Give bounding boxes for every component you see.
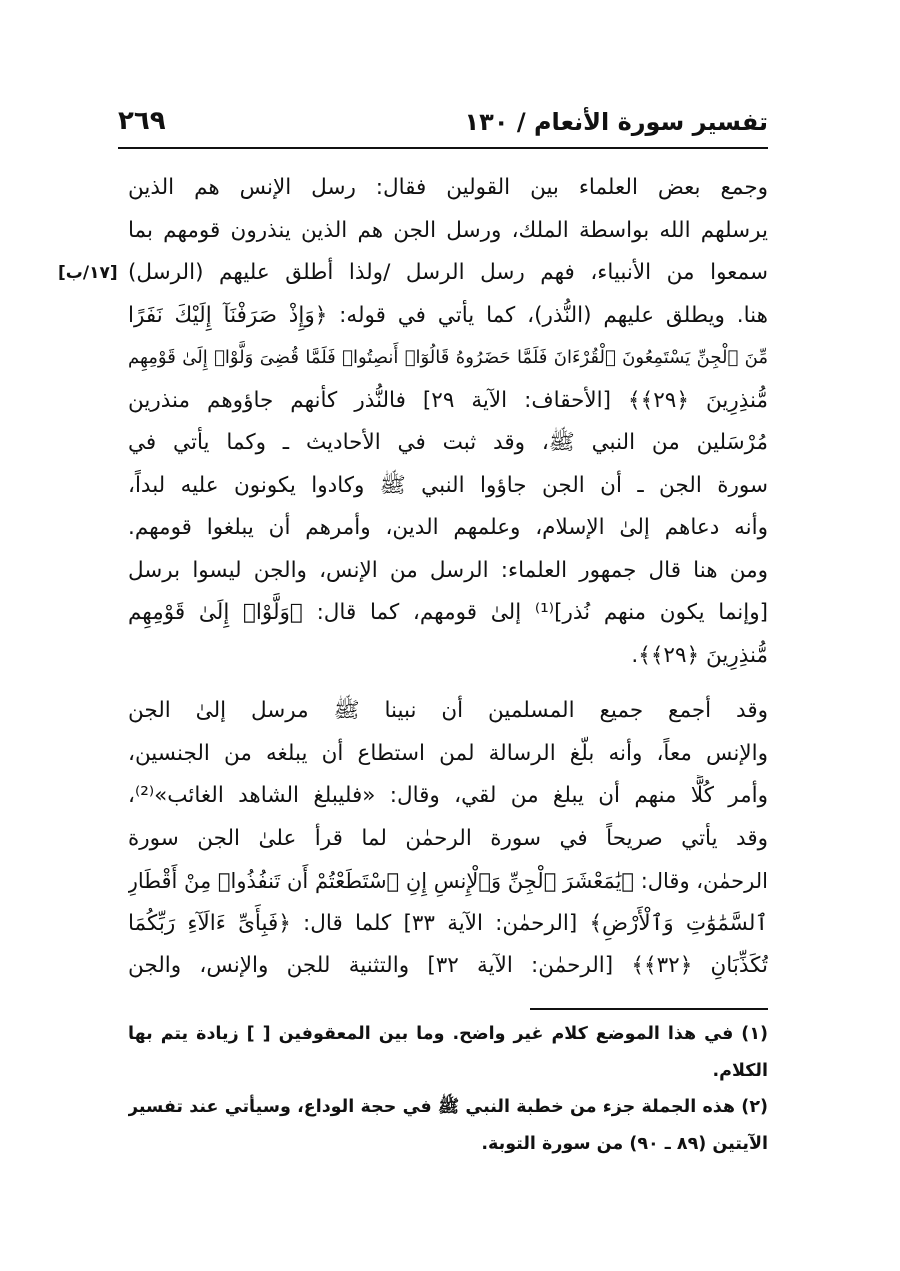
- footnote-2-line: (٢) هذه الجملة جزء من خطبة النبي ﷺ في حجة الوداع، وسيأتي عند تفسير: [128, 1097, 768, 1117]
- paragraph-1: [128, 167, 768, 677]
- text-line: يرسلهم الله بواسطة الملك، ورسل الجن هم الذين ينذرون قومهم بما: [128, 217, 768, 243]
- text-line: وأنه دعاهم إلىٰ الإسلام، وعلمهم الدين، وأمرهم أن يبلغوا قومهم.: [128, 515, 768, 540]
- text-line: مِّنَ ٱلْجِنِّ يَسْتَمِعُونَ ٱلْقُرْءَانَ فَلَمَّا حَضَرُوهُ قَالُوٓا۟ أَنصِتُوا۟ فَلَمَّا قُضِىَ وَلَّوْا۟ إِلَىٰ قَوْمِهِم: [128, 347, 768, 368]
- text-line: وأمر كُلًّا منهم أن يبلغ من لقي، وقال: «فليبلغ الشاهد الغائب»⁽²⁾،: [128, 783, 768, 808]
- page-header: [118, 104, 768, 148]
- text-line: مُرْسَلين من النبي ﷺ، وقد ثبت في الأحاديث ـ وكما يأتي في: [128, 430, 768, 455]
- header-rule: [118, 147, 768, 149]
- text-line: وجمع بعض العلماء بين القولين فقال: رسل الإنس هم الذين: [128, 175, 768, 200]
- text-line: هنا. ويطلق عليهم (النُّذر)، كما يأتي في قوله: ﴿وَإِذْ صَرَفْنَآ إِلَيْكَ نَفَرًا: [128, 302, 768, 328]
- text-line: سمعوا من الأنبياء، فهم رسل الرسل /ولذا أطلق عليهم (الرسل): [128, 260, 768, 285]
- text-line: والإنس معاً، وأنه بلّغ الرسالة لمن استطاع أن يبلغه من الجنسين،: [128, 740, 768, 766]
- manuscript-folio-marker: [١٧/ب]: [58, 263, 118, 283]
- text-line: ٱلسَّمَٰوَٰتِ وَٱلْأَرْضِ﴾ [الرحمٰن: الآية ٣٣] كلما قال: ﴿فَبِأَىِّ ءَالَآءِ رَبِّكُمَا: [128, 910, 768, 936]
- running-title: تفسير سورة الأنعام / ١٣٠: [464, 108, 768, 136]
- text-line: مُّنذِرِينَ ﴿٢٩﴾﴾ [الأحقاف: الآية ٢٩] فالنُّذر كأنهم جاؤوهم منذرين: [128, 387, 768, 413]
- text-line: الرحمٰن، وقال: ﴿يَٰمَعْشَرَ ٱلْجِنِّ وَٱلْإِنسِ إِنِ ٱسْتَطَعْتُمْ أَن تَنفُذُوا۟ مِنْ أَقْطَارِ: [128, 869, 768, 893]
- text-line: تُكَذِّبَانِ ﴿٣٢﴾﴾ [الرحمٰن: الآية ٣٢] والتثنية للجن والإنس، والجن: [128, 953, 768, 978]
- footnote-1-line: (١) في هذا الموضع كلام غير واضح. وما بين المعقوفين [ ] زيادة يتم بها: [128, 1024, 768, 1044]
- text-line: ومن هنا قال جمهور العلماء: الرسل من الإنس، والجن ليسوا برسل: [128, 557, 768, 583]
- text-line: وقد أجمع جميع المسلمين أن نبينا ﷺ مرسل إلىٰ الجن: [128, 698, 768, 723]
- text-line: مُّنذِرِينَ ﴿٢٩﴾﴾.: [631, 642, 768, 668]
- text-line: وقد يأتي صريحاً في سورة الرحمٰن لما قرأ علىٰ الجن سورة: [128, 825, 768, 851]
- paragraph-2: [128, 690, 768, 988]
- footnote-1-continuation: الكلام.: [712, 1060, 768, 1081]
- text-line: سورة الجن ـ أن الجن جاؤوا النبي ﷺ وكادوا يكونون عليه لبداً،: [128, 472, 768, 498]
- footnote-2-continuation: الآيتين (٨٩ ـ ٩٠) من سورة التوبة.: [481, 1133, 768, 1154]
- footnotes: [128, 1016, 768, 1162]
- footnote-separator: [530, 1008, 768, 1010]
- page-number: ٢٦٩: [118, 106, 166, 136]
- text-line: [وإنما يكون منهم نُذر]⁽¹⁾ إلىٰ قومهم، كما قال: ﴿وَلَّوْا۟ إِلَىٰ قَوْمِهِم: [128, 600, 768, 625]
